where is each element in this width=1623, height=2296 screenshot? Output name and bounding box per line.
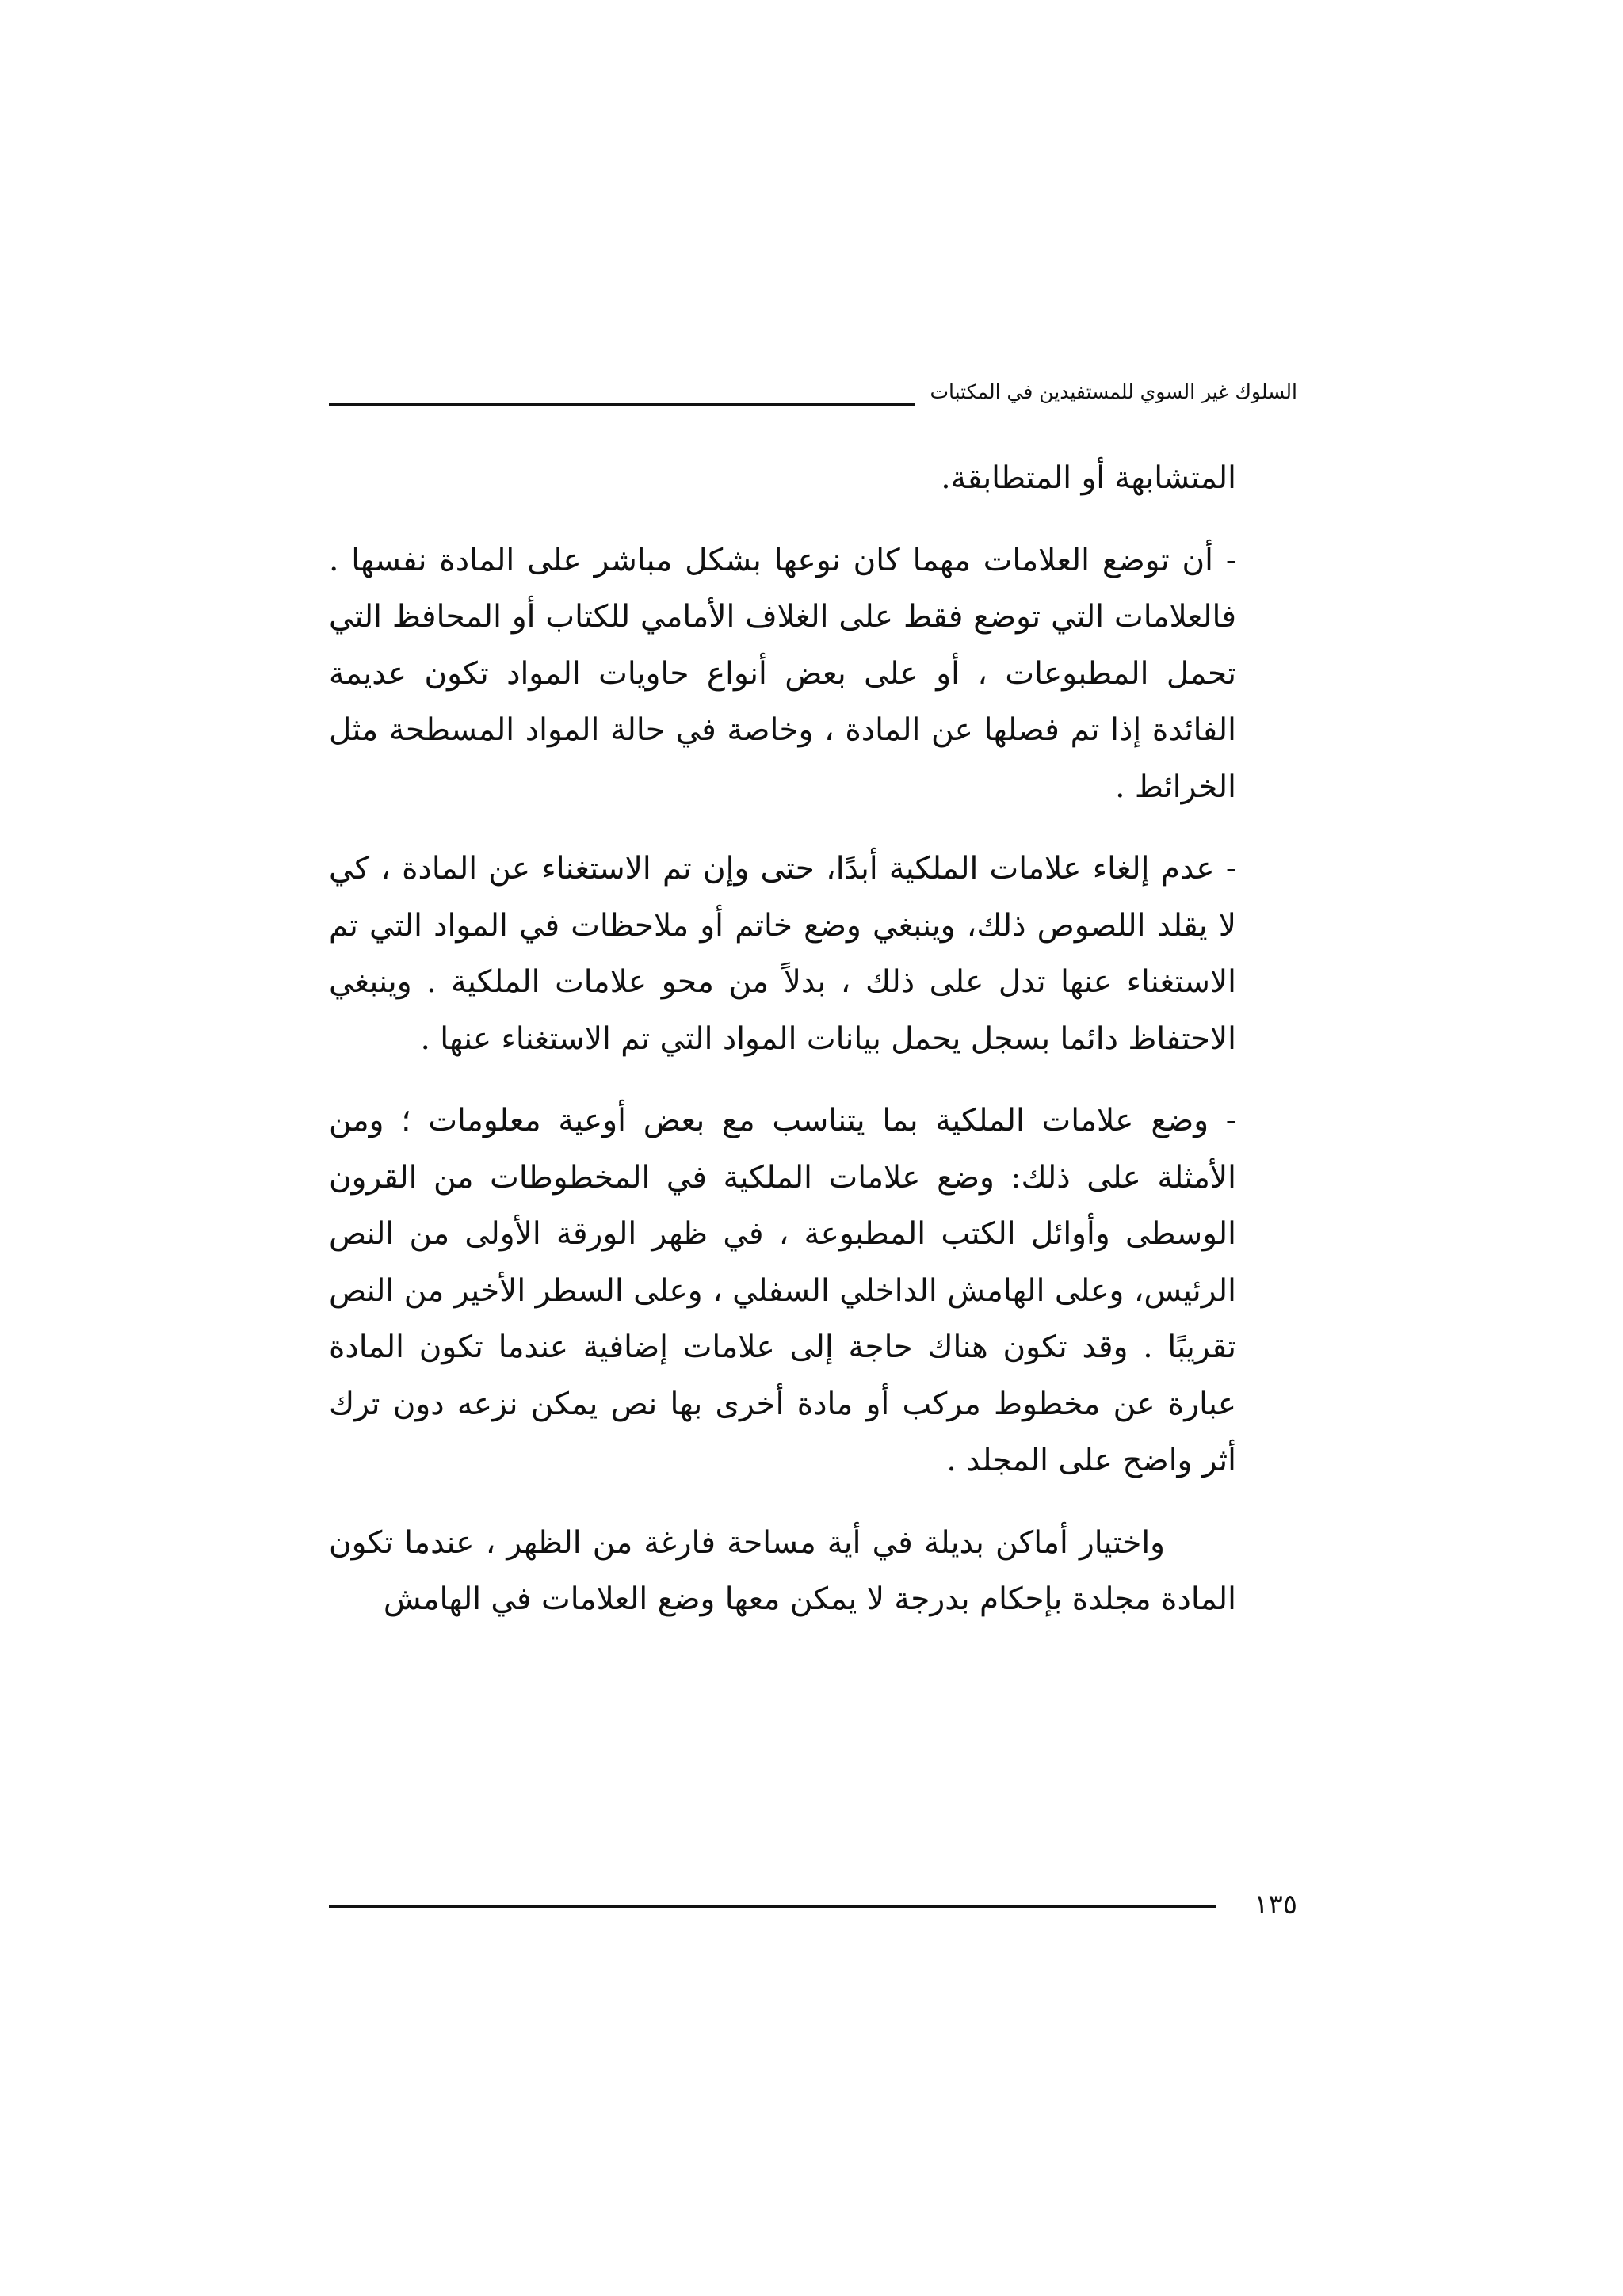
- bullet-paragraph-3: - وضع علامات الملكية بما يتناسب مع بعض أوعية معلومات ؛ ومن الأمثلة على ذلك: وضع علامات الملكية في المخطوطات من القرون الوسطى وأوائل الكتب المطبوعة ، في ظهر الورقة الأولى من النص الرئيس، وعلى الهامش الداخلي السفلي ، وعلى السطر الأخير من النص تقريبًا . وقد تكون هناك حاجة إلى علامات إضافية عندما تكون المادة عبارة عن مخطوط مركب أو مادة أخرى بها نص يمكن نزعه دون ترك أثر واضح على المجلد .: [329, 1103, 1236, 1478]
- final-paragraph: واختيار أماكن بديلة في أية مساحة فارغة من الظهر ، عندما تكون المادة مجلدة بإحكام بدرجة لا يمكن معها وضع العلامات في الهامش: [329, 1524, 1236, 1617]
- page-body: [329, 450, 1236, 1628]
- page-footer: [329, 1887, 1297, 1922]
- bullet-paragraph-2: - عدم إلغاء علامات الملكية أبدًا، حتى وإن تم الاستغناء عن المادة ، كي لا يقلد اللصوص ذلك، وينبغي وضع خاتم أو ملاحظات في المواد التي تم الاستغناء عنها تدل على ذلك ، بدلاً من محو علامات الملكية . وينبغي الاحتفاظ دائما بسجل يحمل بيانات المواد التي تم الاستغناء عنها .: [329, 851, 1236, 1057]
- header-rule: [329, 403, 915, 406]
- bullet-paragraph-1: - أن توضع العلامات مهما كان نوعها بشكل مباشر على المادة نفسها . فالعلامات التي توضع فقط على الغلاف الأمامي للكتاب أو المحافظ التي تحمل المطبوعات ، أو على بعض أنواع حاويات المواد تكون عديمة الفائدة إذا تم فصلها عن المادة ، وخاصة في حالة المواد المسطحة مثل الخرائط .: [329, 542, 1236, 805]
- page-number: ١٣٥: [1254, 1889, 1297, 1920]
- running-header: [329, 379, 1297, 410]
- footer-rule: [329, 1905, 1216, 1908]
- continuation-line: المتشابهة أو المتطابقة.: [941, 460, 1236, 496]
- running-title: السلوك غير السوي للمستفيدين في المكتبات: [930, 380, 1297, 403]
